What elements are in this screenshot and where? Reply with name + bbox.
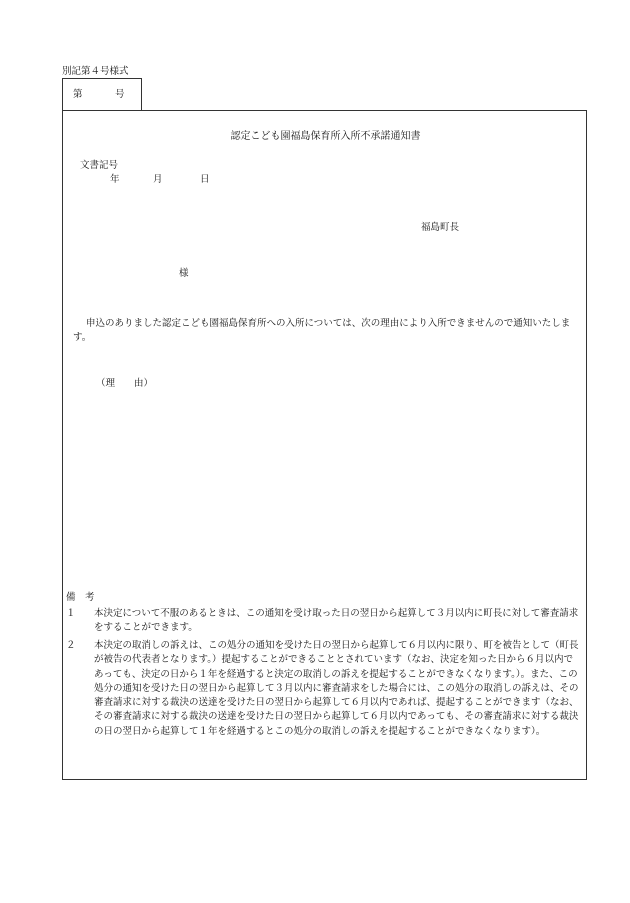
addressee-suffix: 様 — [179, 268, 189, 279]
remark-text: 本決定について不服のあるときは、この通知を受け取った日の翌日から起算して３月以内に町長に対して審査請求をすることができます。 — [94, 608, 579, 634]
remark-number: ２ — [66, 640, 76, 651]
notice-form-body — [62, 110, 587, 780]
issuer-name: 福島町長 — [421, 222, 460, 233]
document-number-label: 文書記号 — [80, 160, 119, 171]
date-month: 月 — [153, 174, 163, 185]
date-day: 日 — [200, 174, 210, 185]
date-year: 年 — [110, 174, 120, 185]
remark-text: 本決定の取消しの訴えは、この処分の通知を受けた日の翌日から起算して６月以内に限り、町を被告として（町長が被告の代表者となります。）提起することができることとされています（なお、決定を知った日から６月以内であっても、決定の日から１年を経過すると決定の取消しの訴えを提起することができなくなります。）。また、この処分の通知を受けた日の翌日から起算して３月以内に審査請求をした場合には、この処分の取消しの訴えは、その審査請求に対する裁決の送達を受けた日の翌日から起算して６月以内であれば、提起することができます（なお、その審査請求に対する裁決の送達を受けた日の翌日から起算して６月以内であっても、その審査請求に対する裁決の日の翌日から起算して１年を経過するとこの処分の取消しの訴えを提起することができなくなります）。 — [94, 640, 579, 737]
number-dai: 第 — [73, 89, 83, 100]
remark-number: １ — [66, 608, 76, 619]
document-number-box — [62, 78, 142, 110]
number-gou: 号 — [115, 89, 125, 100]
remark-item-2 — [66, 639, 580, 739]
remarks-heading: 備 考 — [66, 592, 95, 603]
document-title: 認定こども園福島保育所入所不承諾通知書 — [230, 131, 421, 142]
remark-item-1 — [66, 607, 580, 636]
notice-body-text: 申込のありました認定こども園福島保育所への入所については、次の理由により入所できませんので通知いたします。 — [73, 318, 571, 344]
reason-label: （理 由） — [96, 378, 154, 389]
form-label: 別記第４号様式 — [62, 66, 129, 77]
